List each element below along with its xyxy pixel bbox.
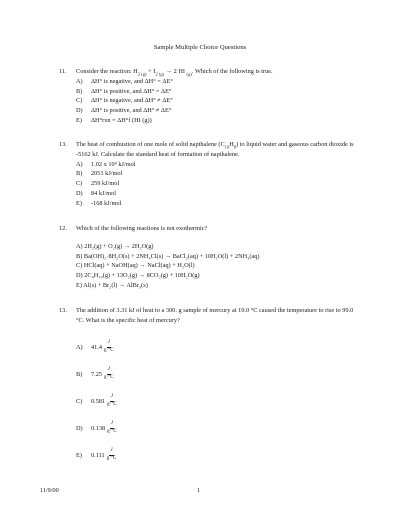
question-number: 13. — [59, 307, 67, 314]
question-stem: The addition of 3.31 kJ of heat to a 300. g sample of mercury at 19.0 °C caused the temperature to rise to 99.0 °C. What is the specific heat of mercury? — [76, 307, 354, 324]
answer-option: A) ΔH° is negative, and ΔH° = ΔE° — [76, 77, 173, 85]
question-number: 13. — [59, 141, 67, 148]
answer-option: B) 7.25 $\frac{J}{g\cdot^\circ C}$ — [76, 367, 114, 380]
answer-options — [59, 334, 118, 469]
answer-option: B) 2051 kJ/mol — [76, 170, 123, 178]
answer-options — [76, 77, 359, 126]
footer-date: 11/9/00 — [40, 487, 59, 494]
question-11 — [59, 67, 359, 126]
answer-option: C) HCl(aq) + NaOH(aq) → NaCl(aq) + H₂O(l) — [76, 262, 195, 270]
question-12 — [59, 224, 359, 291]
unit-fraction: $\frac{J}{g\cdot^\circ C}$ — [107, 394, 117, 407]
question-13-mercury — [59, 306, 359, 326]
answer-option: A) 41.4 $\frac{J}{g\cdot^\circ C}$ — [76, 340, 114, 353]
question-number: 12. — [59, 225, 67, 232]
unit-fraction: $\frac{J}{g\cdot^\circ C}$ — [106, 448, 117, 461]
answer-option: E) ΔH°rxn = ΔH°f (HI (g)) — [76, 116, 152, 124]
answer-option: C) 0.581 $\frac{J}{g\cdot^\circ C}$ — [76, 394, 117, 407]
unit-fraction: $\frac{J}{g\cdot^\circ C}$ — [107, 421, 117, 434]
unit-fraction: $\frac{J}{g\cdot^\circ C}$ — [104, 367, 114, 380]
answer-option: B) Ba(OH)₂·8H₂O(s) + 2NH₄Cl(s) → BaCl₂(aq) + 10H₂O(l) + 2NH₃(aq) — [76, 252, 260, 260]
answer-option: D) ΔH° is positive, and ΔH° ≠ ΔE° — [76, 107, 172, 115]
answer-option: C) ΔH° is negative, and ΔH° ≠ ΔE° — [76, 97, 173, 105]
question-13-napthalene — [59, 140, 359, 209]
answer-option: C) 259 kJ/mol — [76, 180, 120, 188]
answer-option: A) 1.02 x 10⁴ kJ/mol — [76, 160, 136, 168]
answer-option: D) 2C₄H₁₀(g) + 13O₂(g) → 8CO₂(g) + 10H₂O(g) — [76, 272, 200, 280]
question-stem: Consider the reaction: $H_{2 (g)} + I_{2 (g)} \to 2$ HI $_{(g)}$. Which of the following is true. — [76, 68, 273, 77]
answer-option: D) 0.138 $\frac{J}{g\cdot^\circ C}$ — [76, 421, 117, 434]
answer-option: A) 2H₂(g) + O₂(g) → 2H₂O(g) — [76, 242, 154, 250]
answer-options — [76, 242, 359, 291]
answer-option: D) 84 kJ/mol — [76, 189, 117, 197]
page-number: 1 — [197, 487, 201, 494]
answer-option: B) ΔH° is positive, and ΔH° = ΔE° — [76, 87, 172, 95]
answer-option: E) Al(s) + Br₂(l) → AlBr₃(s) — [76, 281, 148, 289]
answer-options — [76, 160, 359, 209]
question-stem: The heat of combustion of one mole of solid napthalene $(C_{10}H_8)$ to liquid water and gaseous carbon dioxide is -5162 kJ. Calculate the standard heat of formation of napthalene. — [76, 141, 354, 158]
unit-fraction: $\frac{J}{g\cdot^\circ C}$ — [104, 340, 114, 353]
answer-option: E) -168 kJ/mol — [76, 199, 122, 207]
answer-option: E) 0.111 $\frac{J}{g\cdot^\circ C}$ — [76, 448, 117, 461]
question-stem: Which of the following reactions is not exothermic? — [76, 225, 208, 232]
question-number: 11. — [59, 68, 67, 75]
page-title: Sample Multiple Choice Questions — [153, 44, 247, 51]
